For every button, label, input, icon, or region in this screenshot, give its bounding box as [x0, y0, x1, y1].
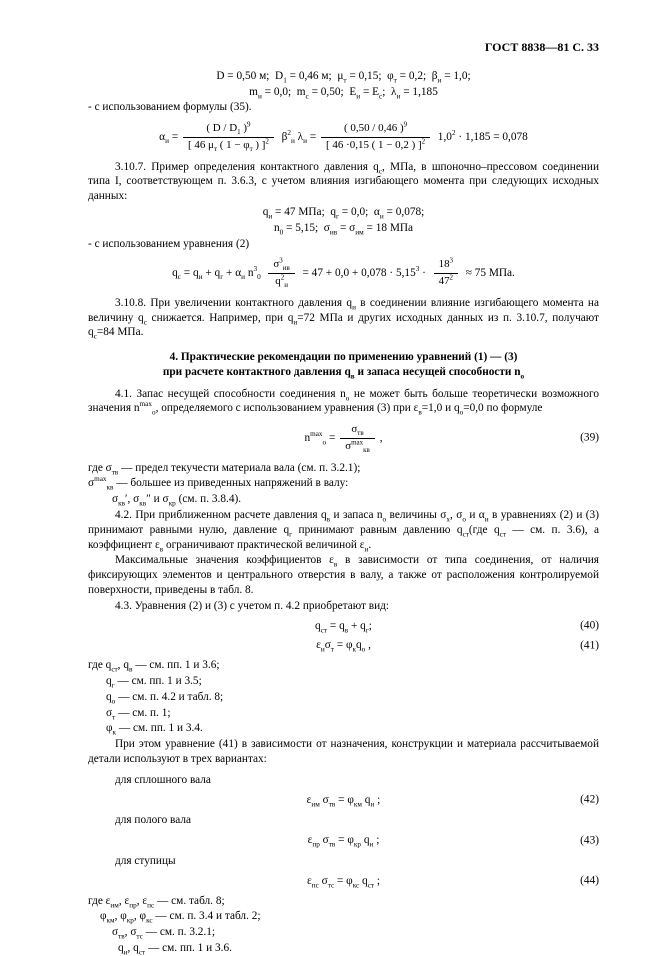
where-41-item-5: $\varphi_к$ — см. пп. 1 и 3.4.: [106, 722, 203, 737]
equation-2-calculation: $q_c = q_и + q_г + \alpha_и$ $n^3_0$ $\sigma^3_{ив}$ $q^2_и$ = $47 + 0,0 + 0,078 \cdot 5,15^3$ · $\frac{18^3}{47^2}$ ≈ 75 МПа.: [172, 256, 515, 290]
where-39-item-1: где $\sigma_{тв}$ — предел текучести материала вала (см. п. 3.2.1);: [88, 461, 361, 476]
equation-41-body: $\varepsilon_и\sigma_т = \varphi_кq_о$ ,: [316, 639, 371, 654]
equation-43-number: (43): [580, 834, 599, 847]
paragraph-4-2: 4.2. При приближенном расчете давления $q_в$ и запаса $n_о$ величины $\sigma_х$, $\sigma_о$ и $\alpha_и$ в уравнениях (2) и (3) принимают равными нулю, давление $q_г$ принимают равным давлению $q_{ст}(где$ $q_{ст}$ — см. п. 3.6), а коэффициент $\varepsilon_в$ ограничивают практической величиной $\varepsilon_и$.: [88, 509, 600, 553]
where-39-item-3: $\sigma_{кв}'$, $\sigma_{кв}''$ и $\sigma_{кр}$ (см. п. 3.8.4).: [112, 493, 242, 508]
data-3-10-7-line-1: $q_и = 47$ МПа; $q_г = 0,0$; $\alpha_и = 0,078$;: [262, 205, 425, 221]
equation-39: [88, 423, 599, 453]
equation-43: [88, 833, 599, 848]
paragraph-equation-41-variants: При этом уравнение (41) в зависимости от назначения, конструкции и материала рассчитываемой детали используют в трех вариантах:: [88, 738, 599, 766]
where-41-item-2: $q_г$ — см. пп. 1 и 3.5;: [106, 675, 202, 690]
where-39-item-2: $\sigma^{max}_{кв}$ — большее из приведенных напряжений в валу:: [88, 475, 349, 492]
equation-40-body: $q_{ст} = q_в + q_г$;: [315, 619, 372, 634]
paragraph-4-3: 4.3. Уравнения (2) и (3) с учетом п. 4.2 приобретают вид:: [115, 599, 390, 612]
equation-42-number: (42): [580, 793, 599, 806]
equation-44-number: (44): [580, 874, 599, 887]
where-44-item-3: $\sigma_{тв}$, $\sigma_{тс}$ — см. п. 3.2.1;: [112, 926, 216, 941]
where-41-item-3: $q_о$ — см. п. 4.2 и табл. 8;: [106, 690, 224, 706]
paragraph-4-1: 4.1. Запас несущей способности соединения $n_о$ не может быть больше теоретически возможного значения $n^{max}_о$, определяемого с использованием уравнения (3) при $\varepsilon_в=1,0$ и $q_о=0,0$ по формуле: [88, 387, 599, 417]
equation-41-number: (41): [580, 639, 599, 652]
equation-41: [88, 638, 599, 653]
paragraph-4-2-continued: Максимальные значения коэффициентов $\varepsilon_в$ в зависимости от типа соединения, от наличия фиксирующих элементов и центрального отверстия в валу, а также от расположения контролируемой поверхности, приведены в табл. 8.: [88, 554, 599, 597]
section-4-title-line-1: 4. Практические рекомендации по применению уравнений (1) — (3): [169, 351, 518, 364]
variant-solid-shaft-label: для сплошного вала: [115, 773, 211, 786]
equation-40: [88, 619, 599, 634]
where-44-item-2: $\varphi_{км}$, $\varphi_{кр}$, $\varphi_{кс}$ — см. п. 3.4 и табл. 2;: [100, 910, 261, 925]
where-44-item-1: где $\varepsilon_{им}$, $\varepsilon_{пр}$, $\varepsilon_{пс}$ — см. табл. 8;: [88, 894, 225, 909]
equation-44: [88, 874, 599, 889]
paragraph-3-10-7: 3.10.7. Пример определения контактного давления $q_c$, МПа, в шпоночно–прессовом соединении типа I, соответствующем п. 3.6.3, с учетом влияния изгибающего момента при следующих исходных данных:: [88, 160, 599, 203]
initial-data-line-2: $m_и = 0,0$; $m_с = 0,50$; $E_и = E_с$; $\lambda_и = 1,185$: [249, 85, 438, 100]
formula-35-calculation: $\alpha_и$ = ( D / $D_1$ )$^9$ [ 46 $\mu_т$ ( $1 - \varphi_т$ ) ]$^2$ $\beta^2_и$ $\lambda_и$ = $\frac{( 0,50 / 0,46 )^9}{[ 46 \cdot 0,15 ( 1 - 0,2 ) ]^2}$ $1,0^2 \cdot 1,185 = 0,078$: [159, 120, 528, 153]
equation-43-body: $\varepsilon_{пр}$ $\sigma_{тв} = \varphi_{кр}$ $q_и$ ;: [307, 834, 380, 849]
equation-39-body: $n^{max}_о$ = $\sigma_{тв}$ $\sigma^{max}_{кв}$ ,: [304, 423, 383, 455]
variant-hub-label: для ступицы: [115, 855, 176, 868]
section-4-title: [88, 350, 599, 380]
paragraph-3-10-8: 3.10.8. При увеличении контактного давления $q_и$ в соединении влияние изгибающего момента на величину $q_c$ снижается. Например, при $q_и=72$ МПа и других исходных данных из п. 3.10.7, получают $q_c=84$ МПа.: [88, 296, 599, 341]
equation-40-number: (40): [580, 619, 599, 632]
data-3-10-7-line-2: $n_0 = 5,15$; $\sigma_{ив} = \sigma_{им} = 18$ МПа: [273, 221, 414, 236]
initial-data-line-1: D = 0,50 м; $D_1 = 0,46$ м; $\mu_т = 0,15$; $\varphi_т = 0,2$; $\beta_и = 1,0$;: [216, 69, 471, 84]
equation-2-intro: - с использованием уравнения (2): [88, 237, 250, 250]
section-4-title-line-2: при расчете контактного давления $q_в$ и запаса несущей способности $n_о$: [162, 365, 525, 381]
where-41-item-4: $\sigma_т$ — см. п. 1;: [106, 706, 171, 721]
equation-44-body: $\varepsilon_{пс}$ $\sigma_{тс} = \varphi_{кс}$ $q_{ст}$ ;: [306, 874, 381, 890]
formula-35-intro: - с использованием формулы (35).: [88, 101, 252, 114]
equation-42: [88, 793, 599, 808]
page-header-gost-number: ГОСТ 8838—81 С. 33: [484, 40, 599, 54]
equation-39-number: (39): [580, 432, 599, 445]
variant-hollow-shaft-label: для полого вала: [115, 814, 192, 827]
where-44-item-4: $q_и$, $q_{ст}$ — см. пп. 1 и 3.6.: [118, 942, 232, 956]
equation-42-body: $\varepsilon_{им}$ $\sigma_{тв} = \varphi_{км}$ $q_и$ ;: [306, 793, 381, 808]
where-41-item-1: где $q_{ст}$, $q_в$ — см. пп. 1 и 3.6;: [88, 659, 220, 674]
